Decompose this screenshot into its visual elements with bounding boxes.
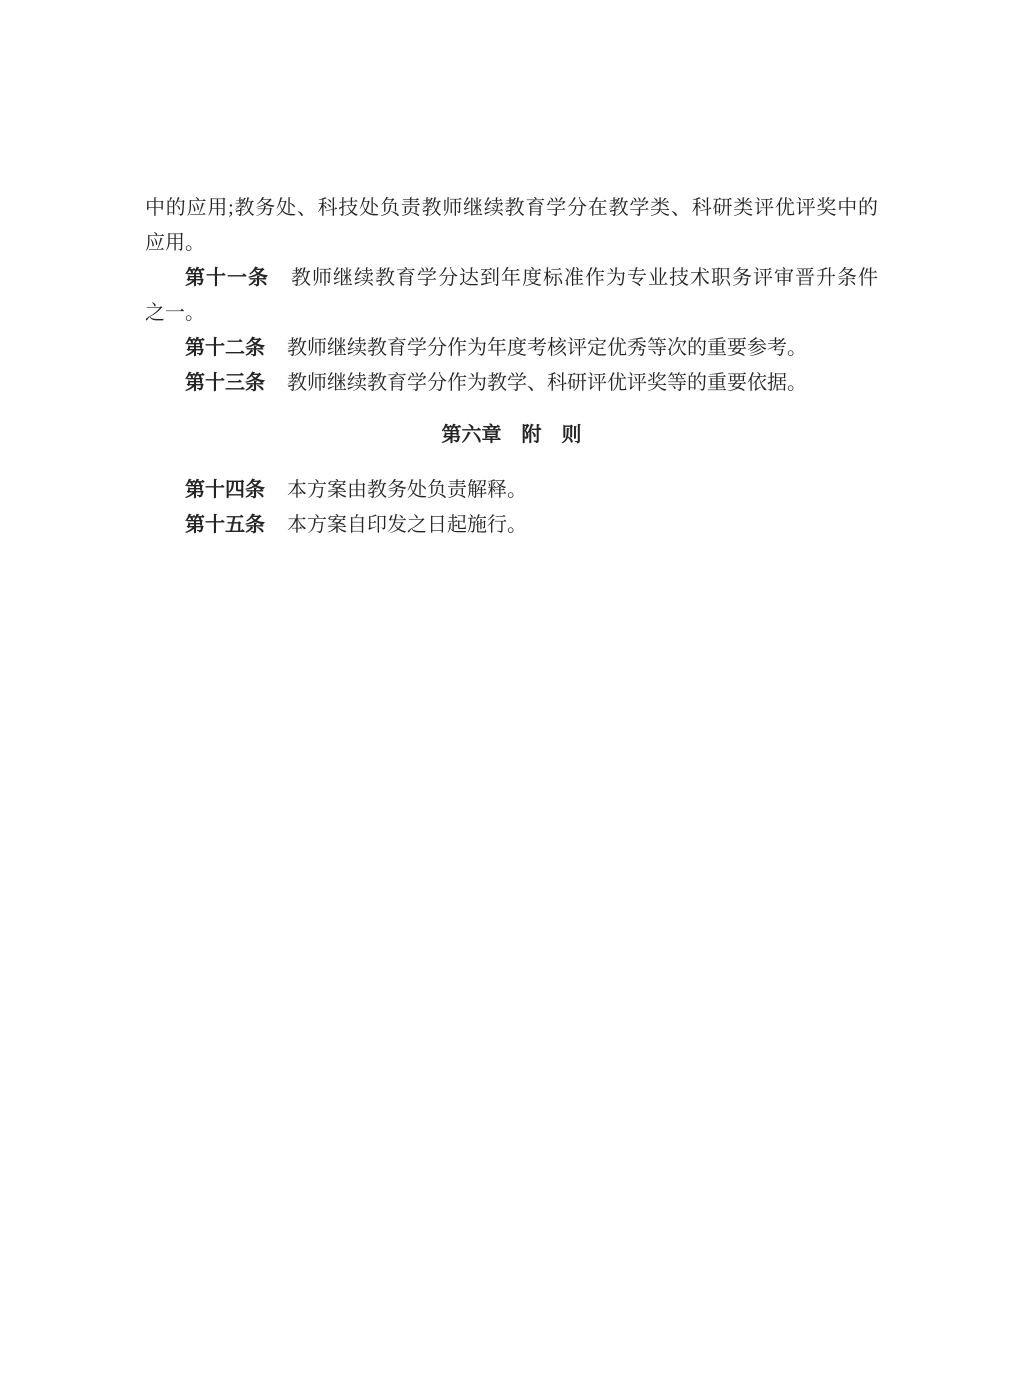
article-15-label: 第十五条 <box>185 514 265 536</box>
article-13-label: 第十三条 <box>185 372 265 394</box>
article-11-label: 第十一条 <box>185 267 269 289</box>
article-11-line-2: 之一。 <box>145 302 205 324</box>
article-13 <box>145 366 878 401</box>
text-block <box>145 191 878 543</box>
chapter-heading: 第六章 附 则 <box>441 424 582 446</box>
article-12-label: 第十二条 <box>185 337 265 359</box>
article-11-line-1 <box>145 261 878 296</box>
article-13-text: 教师继续教育学分作为教学、科研评优评奖等的重要依据。 <box>287 372 807 394</box>
article-14-line <box>145 473 878 508</box>
article-11 <box>145 261 878 331</box>
article-12-text: 教师继续教育学分作为年度考核评定优秀等次的重要参考。 <box>287 337 807 359</box>
article-14-label: 第十四条 <box>185 479 265 501</box>
paragraph-continuation-line-1: 中的应用;教务处、科技处负责教师继续教育学分在教学类、科研类评优评奖中的 <box>145 197 878 219</box>
article-15 <box>145 508 878 543</box>
article-13-line <box>145 366 878 401</box>
article-14 <box>145 473 878 508</box>
article-15-text: 本方案自印发之日起施行。 <box>287 514 527 536</box>
article-15-line <box>145 508 878 543</box>
article-11-text: 教师继续教育学分达到年度标准作为专业技术职务评审晋升条件 <box>291 267 878 289</box>
paragraph-continuation <box>145 191 878 261</box>
paragraph-continuation-line-2: 应用。 <box>145 232 205 254</box>
article-12 <box>145 331 878 366</box>
article-14-text: 本方案由教务处负责解释。 <box>287 479 527 501</box>
article-12-line <box>145 331 878 366</box>
